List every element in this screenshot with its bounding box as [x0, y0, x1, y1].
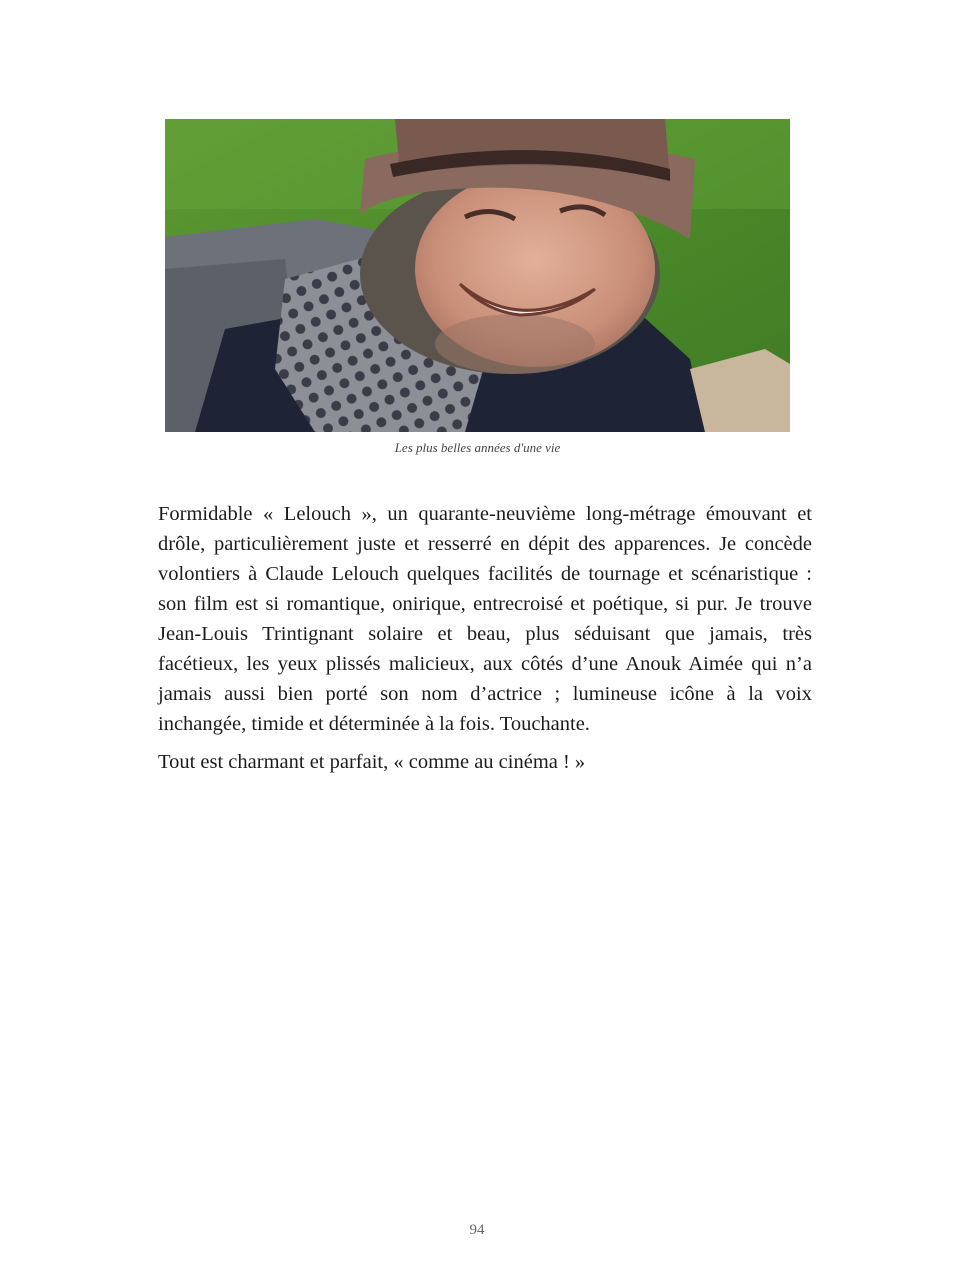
paragraph: Formidable « Lelouch », un quarante-neuvième long-métrage émouvant et drôle, particulièrement juste et resserré en dépit des apparences. Je concède volontiers à Claude Lelouch quelques facilités de tournage et scénaristique : son film est si romantique, onirique, entrecroisé et poétique, si pur. Je trouve Jean-Louis Trintignant solaire et beau, plus séduisant que jamais, très facétieux, les yeux plissés malicieux, aux côtés d’une Anouk Aimée qui n’a jamais aussi bien porté son nom d’actrice ; lumineuse icône à la voix inchangée, timide et déterminée à la fois. Touchante.: [158, 503, 812, 735]
paragraph: Tout est charmant et parfait, « comme au cinéma ! »: [158, 751, 586, 773]
film-photo: [165, 119, 790, 432]
page-number: 94: [469, 1222, 485, 1238]
figure-caption: Les plus belles années d'une vie: [394, 440, 561, 455]
article-body: [158, 499, 812, 777]
